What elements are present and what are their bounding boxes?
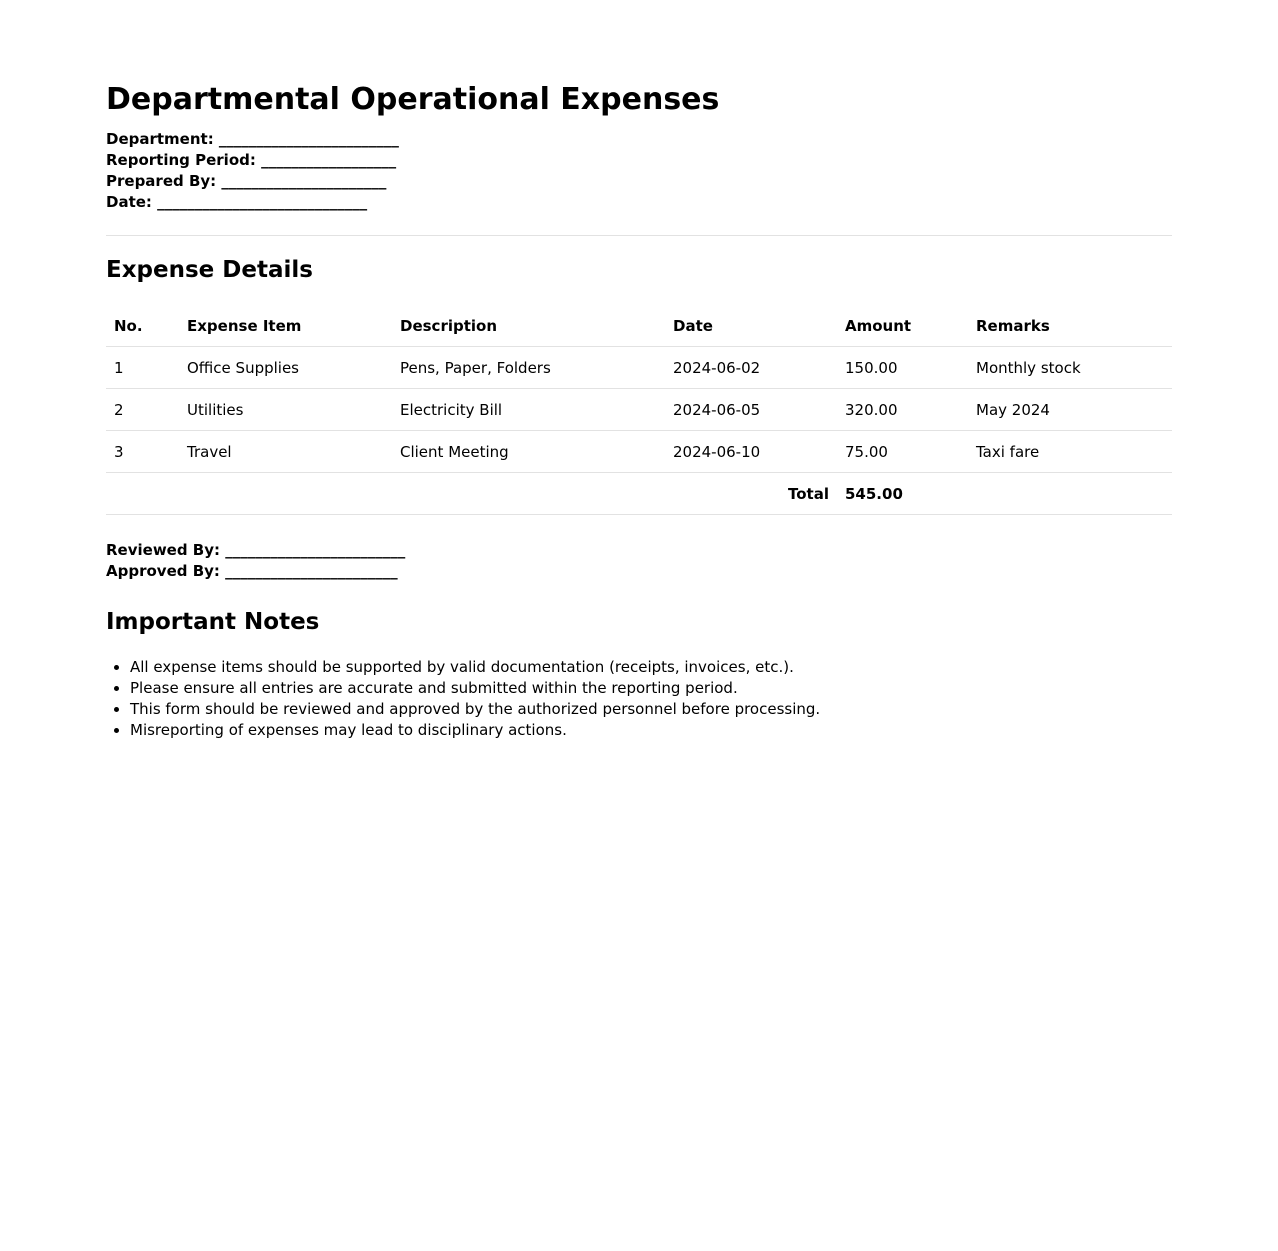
signoff-block	[106, 540, 405, 582]
total-remarks-cell	[968, 473, 1172, 515]
section-divider	[106, 235, 1172, 236]
notes-list	[106, 657, 820, 741]
cell-amount: 150.00	[837, 347, 968, 389]
list-item: • This form should be reviewed and approved by the authorized personnel before processing.	[130, 699, 820, 720]
cell-remarks: Monthly stock	[968, 347, 1172, 389]
cell-no: 1	[106, 347, 179, 389]
cell-no: 2	[106, 389, 179, 431]
report-meta	[106, 129, 399, 213]
cell-remarks: Taxi fare	[968, 431, 1172, 473]
date-line: Date: ____________________________	[106, 193, 368, 211]
cell-amount: 75.00	[837, 431, 968, 473]
approved-by-line: Approved By: _______________________	[106, 562, 398, 580]
column-header-remarks: Remarks	[968, 305, 1172, 347]
cell-date: 2024-06-10	[665, 431, 837, 473]
expense-table	[106, 305, 1172, 515]
cell-no: 3	[106, 431, 179, 473]
important-notes-heading: Important Notes	[106, 609, 320, 635]
column-header-expense-item: Expense Item	[179, 305, 392, 347]
cell-expense-item: Office Supplies	[179, 347, 392, 389]
reviewed-by-line: Reviewed By: ________________________	[106, 541, 406, 559]
cell-description: Electricity Bill	[392, 389, 665, 431]
table-row	[106, 389, 1172, 431]
total-label: Total	[106, 473, 837, 515]
column-header-no: No.	[106, 305, 179, 347]
cell-expense-item: Utilities	[179, 389, 392, 431]
department-line: Department: ________________________	[106, 130, 399, 148]
cell-description: Client Meeting	[392, 431, 665, 473]
reporting-period-line: Reporting Period: __________________	[106, 151, 397, 169]
table-row	[106, 347, 1172, 389]
total-row	[106, 473, 1172, 515]
list-item: • All expense items should be supported by valid documentation (receipts, invoices, etc.).	[130, 657, 820, 678]
page-title: Departmental Operational Expenses	[106, 82, 720, 117]
cell-description: Pens, Paper, Folders	[392, 347, 665, 389]
column-header-date: Date	[665, 305, 837, 347]
column-header-description: Description	[392, 305, 665, 347]
total-amount: 545.00	[837, 473, 968, 515]
prepared-by-line: Prepared By: ______________________	[106, 172, 387, 190]
list-item: • Please ensure all entries are accurate and submitted within the reporting period.	[130, 678, 820, 699]
cell-date: 2024-06-02	[665, 347, 837, 389]
table-row	[106, 431, 1172, 473]
column-header-amount: Amount	[837, 305, 968, 347]
table-header-row	[106, 305, 1172, 347]
cell-amount: 320.00	[837, 389, 968, 431]
cell-date: 2024-06-05	[665, 389, 837, 431]
expense-details-heading: Expense Details	[106, 257, 313, 283]
list-item: • Misreporting of expenses may lead to disciplinary actions.	[130, 720, 820, 741]
cell-expense-item: Travel	[179, 431, 392, 473]
cell-remarks: May 2024	[968, 389, 1172, 431]
